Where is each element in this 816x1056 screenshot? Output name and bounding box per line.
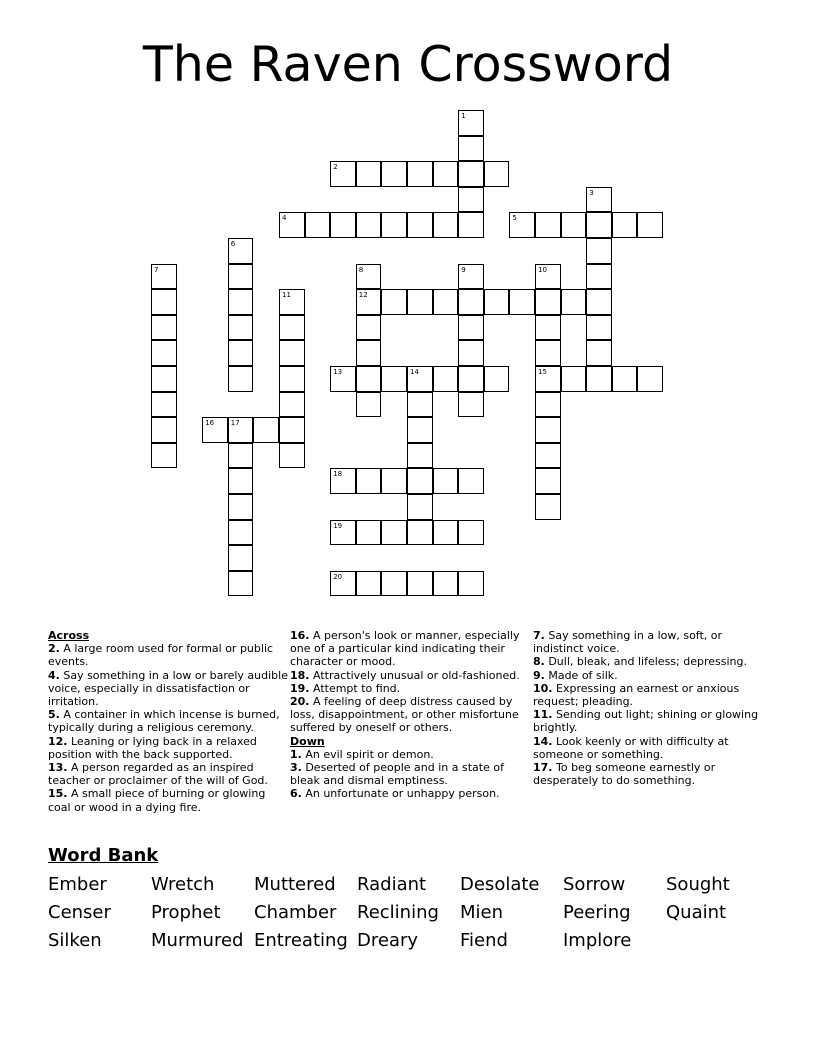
grid-cell[interactable] xyxy=(253,417,279,443)
grid-cell[interactable] xyxy=(279,417,305,443)
grid-cell[interactable] xyxy=(458,110,484,136)
grid-cell[interactable] xyxy=(228,289,254,315)
clue-text: Dull, bleak, and lifeless; depressing. xyxy=(544,655,747,669)
clue-num: 12. xyxy=(48,734,68,748)
grid-cell[interactable] xyxy=(433,571,459,597)
clue xyxy=(48,669,288,709)
clue-num: 6. xyxy=(290,787,302,801)
clue-num: 20. xyxy=(290,695,310,709)
clue xyxy=(48,735,288,761)
word-bank-word: Murmured xyxy=(151,930,244,951)
grid-cell[interactable] xyxy=(305,212,331,238)
clue-number: 5 xyxy=(512,214,517,223)
grid-cell[interactable] xyxy=(228,366,254,392)
clue xyxy=(533,629,773,655)
clue-text: Deserted of people and in a state of bleak and dismal emptiness. xyxy=(290,761,504,788)
grid-cell[interactable] xyxy=(228,340,254,366)
clue-number: 13 xyxy=(333,368,343,376)
grid-cell[interactable] xyxy=(586,340,612,366)
grid-cell[interactable] xyxy=(433,468,459,494)
clue xyxy=(290,761,530,787)
word-bank-word: Sorrow xyxy=(563,874,626,895)
word-bank-word: Sought xyxy=(666,874,730,895)
grid-cell[interactable] xyxy=(586,187,612,213)
grid-cell[interactable] xyxy=(356,392,382,418)
clue-num: 16. xyxy=(290,629,310,642)
grid-cell[interactable] xyxy=(330,212,356,238)
grid-cell[interactable] xyxy=(586,366,612,392)
word-bank-word: Radiant xyxy=(357,874,427,895)
clue-num: 9. xyxy=(533,668,545,682)
clue-text: Attractively unusual or old-fashioned. xyxy=(309,668,520,682)
grid-cell[interactable] xyxy=(356,289,382,315)
clue-heading: Down xyxy=(290,734,325,748)
grid-cell[interactable] xyxy=(535,340,561,366)
grid-cell[interactable] xyxy=(484,289,510,315)
clue-number: 17 xyxy=(230,419,240,428)
word-bank-word: Entreating xyxy=(254,930,348,951)
grid-cell[interactable] xyxy=(151,366,177,392)
grid-cell[interactable] xyxy=(458,161,484,187)
grid-cell[interactable] xyxy=(228,264,254,290)
grid-cell[interactable] xyxy=(586,238,612,264)
clue-number: 9 xyxy=(461,265,466,274)
grid-cell[interactable] xyxy=(484,366,510,392)
grid-cell[interactable] xyxy=(535,315,561,341)
grid-cell[interactable] xyxy=(535,289,561,315)
grid-cell[interactable] xyxy=(228,571,254,597)
word-bank-word: Wretch xyxy=(151,874,215,895)
grid-cell[interactable] xyxy=(433,161,459,187)
clue-num: 5. xyxy=(48,708,60,722)
word-bank-word: Reclining xyxy=(357,902,439,923)
grid-cell[interactable] xyxy=(407,468,433,494)
grid-cell[interactable] xyxy=(458,520,484,546)
clue xyxy=(48,761,288,787)
grid-cell[interactable] xyxy=(458,392,484,418)
clue-num: 7. xyxy=(533,629,545,642)
clue xyxy=(290,787,530,800)
grid-cell[interactable] xyxy=(279,340,305,366)
clue-number: 19 xyxy=(333,521,343,530)
clue-text: A small piece of burning or glowing coal or wood in a dying fire. xyxy=(48,787,266,814)
grid-cell[interactable] xyxy=(561,366,587,392)
clue xyxy=(290,629,530,669)
clues-column-2 xyxy=(290,629,530,801)
clue xyxy=(533,655,773,668)
grid-cell[interactable] xyxy=(279,366,305,392)
clue-number: 11 xyxy=(282,291,291,300)
grid-cell[interactable] xyxy=(535,366,561,392)
grid-cell[interactable] xyxy=(381,161,407,187)
grid-cell[interactable] xyxy=(458,340,484,366)
clue-number: 16 xyxy=(205,419,215,428)
word-bank-word: Muttered xyxy=(254,874,336,895)
clue-num: 17. xyxy=(533,761,553,775)
word-bank-word: Chamber xyxy=(254,902,337,923)
clue xyxy=(533,669,773,682)
clue-num: 8. xyxy=(533,655,545,669)
clue xyxy=(533,761,773,787)
grid-cell[interactable] xyxy=(407,417,433,443)
grid-cell[interactable] xyxy=(228,443,254,469)
grid-cell[interactable] xyxy=(228,315,254,341)
grid-cell[interactable] xyxy=(381,520,407,546)
grid-cell[interactable] xyxy=(279,212,305,238)
word-bank-title: Word Bank xyxy=(48,845,159,866)
clue-number: 8 xyxy=(358,265,364,274)
grid-cell[interactable] xyxy=(381,289,407,315)
clue xyxy=(48,787,288,813)
grid-cell[interactable] xyxy=(151,417,177,443)
grid-cell[interactable] xyxy=(612,366,638,392)
grid-cell[interactable] xyxy=(279,315,305,341)
clue-number: 10 xyxy=(538,265,547,274)
clue-text: Attempt to find. xyxy=(309,681,401,695)
grid-cell[interactable] xyxy=(535,468,561,494)
clue-text: Expressing an earnest or anxious request; pleading. xyxy=(533,681,740,709)
grid-cell[interactable] xyxy=(228,238,254,264)
clue-text: An evil spirit or demon. xyxy=(301,747,434,761)
clue-number: 4 xyxy=(282,214,287,223)
grid-cell[interactable] xyxy=(151,315,177,341)
clue-text: A person regarded as an inspired teacher or proclaimer of the will of God. xyxy=(48,761,268,788)
grid-cell[interactable] xyxy=(381,571,407,597)
clue-num: 15. xyxy=(48,787,68,801)
grid-cell[interactable] xyxy=(586,212,612,238)
grid-cell[interactable] xyxy=(356,264,382,290)
grid-cell[interactable] xyxy=(151,340,177,366)
grid-cell[interactable] xyxy=(330,161,356,187)
grid-cell[interactable] xyxy=(458,289,484,315)
grid-cell[interactable] xyxy=(433,366,459,392)
clue xyxy=(533,735,773,761)
grid-cell[interactable] xyxy=(509,289,535,315)
grid-cell[interactable] xyxy=(279,392,305,418)
word-bank-word: Silken xyxy=(48,930,102,951)
grid-cell[interactable] xyxy=(586,315,612,341)
clue-text: An unfortunate or unhappy person. xyxy=(301,787,500,801)
clue xyxy=(533,708,773,734)
clue-text: Say something in a low or barely audible voice, especially in dissatisfaction or irritation. xyxy=(48,668,288,709)
grid-cell[interactable] xyxy=(458,264,484,290)
clue-number: 20 xyxy=(333,572,343,581)
clue-number: 7 xyxy=(154,265,159,274)
clues-column-3 xyxy=(533,629,773,787)
grid-cell[interactable] xyxy=(151,392,177,418)
clue-num: 1. xyxy=(290,747,302,761)
grid-cell[interactable] xyxy=(407,289,433,315)
grid-cell[interactable] xyxy=(381,366,407,392)
grid-cell[interactable] xyxy=(356,212,382,238)
clue-number: 2 xyxy=(333,163,338,172)
grid-cell[interactable] xyxy=(279,443,305,469)
grid-cell[interactable] xyxy=(228,520,254,546)
grid-cell[interactable] xyxy=(330,520,356,546)
grid-cell[interactable] xyxy=(509,212,535,238)
grid-cell[interactable] xyxy=(407,520,433,546)
clue-text: A person's look or manner, especially one of a particular kind indicating their character or mood. xyxy=(290,629,520,669)
word-bank-word: Fiend xyxy=(460,930,508,951)
clue-text: A large room used for formal or public events. xyxy=(48,642,274,669)
clue-text: Say something in a low, soft, or indistinct voice. xyxy=(533,629,723,656)
grid-cell[interactable] xyxy=(407,212,433,238)
clue xyxy=(290,669,530,682)
grid-cell[interactable] xyxy=(612,212,638,238)
grid-cell[interactable] xyxy=(228,417,254,443)
page-title: The Raven Crossword xyxy=(142,36,674,93)
grid-cell[interactable] xyxy=(535,417,561,443)
clue-num: 18. xyxy=(290,668,310,682)
grid-cell[interactable] xyxy=(458,366,484,392)
grid-cell[interactable] xyxy=(356,340,382,366)
clue-num: 14. xyxy=(533,734,553,748)
clue-number: 18 xyxy=(333,470,343,479)
grid-cell[interactable] xyxy=(458,212,484,238)
clues-column-1 xyxy=(48,629,288,814)
grid-cell[interactable] xyxy=(228,494,254,520)
grid-cell[interactable] xyxy=(458,468,484,494)
clue xyxy=(290,695,530,735)
clue xyxy=(290,748,530,761)
clue xyxy=(48,642,288,668)
grid-cell[interactable] xyxy=(330,366,356,392)
grid-cell[interactable] xyxy=(458,571,484,597)
clue-number: 3 xyxy=(589,188,594,197)
clue-text: Leaning or lying back in a relaxed position with the back supported. xyxy=(48,734,257,761)
clue-number: 1 xyxy=(461,112,466,120)
grid-cell[interactable] xyxy=(637,212,663,238)
clue-num: 11. xyxy=(533,708,553,722)
grid-cell[interactable] xyxy=(458,136,484,162)
grid-cell[interactable] xyxy=(458,187,484,213)
grid-cell[interactable] xyxy=(407,392,433,418)
word-bank-word: Desolate xyxy=(460,874,540,895)
grid-cell[interactable] xyxy=(151,443,177,469)
word-bank-word: Quaint xyxy=(666,902,727,923)
grid-cell[interactable] xyxy=(407,443,433,469)
grid-cell[interactable] xyxy=(535,443,561,469)
clue-num: 13. xyxy=(48,761,68,775)
grid-cell[interactable] xyxy=(458,315,484,341)
clue-text: A container in which incense is burned, typically during a religious ceremony. xyxy=(48,708,280,735)
grid-cell[interactable] xyxy=(330,468,356,494)
clue-num: 10. xyxy=(533,681,553,695)
clue-num: 2. xyxy=(48,642,60,656)
clue xyxy=(290,682,530,695)
grid-cell[interactable] xyxy=(356,571,382,597)
word-bank-word: Prophet xyxy=(151,902,221,923)
grid-cell[interactable] xyxy=(586,289,612,315)
word-bank-word: Mien xyxy=(460,902,504,923)
grid-cell[interactable] xyxy=(433,212,459,238)
grid-cell[interactable] xyxy=(535,494,561,520)
grid-cell[interactable] xyxy=(561,289,587,315)
grid-cell[interactable] xyxy=(356,468,382,494)
grid-cell[interactable] xyxy=(433,520,459,546)
word-bank-word: Peering xyxy=(563,902,631,923)
grid-cell[interactable] xyxy=(228,545,254,571)
grid-cell[interactable] xyxy=(202,417,228,443)
grid-cell[interactable] xyxy=(561,212,587,238)
clue-heading: Across xyxy=(48,629,90,642)
grid-cell[interactable] xyxy=(407,571,433,597)
grid-cell[interactable] xyxy=(228,468,254,494)
grid-cell[interactable] xyxy=(637,366,663,392)
clue xyxy=(48,708,288,734)
grid-cell[interactable] xyxy=(151,264,177,290)
grid-cell[interactable] xyxy=(381,212,407,238)
clue-number: 14 xyxy=(410,368,419,376)
grid-cell[interactable] xyxy=(356,520,382,546)
grid-cell[interactable] xyxy=(330,571,356,597)
clue-num: 4. xyxy=(48,668,60,682)
grid-cell[interactable] xyxy=(535,212,561,238)
clue-number: 12 xyxy=(358,291,368,300)
clue xyxy=(533,682,773,708)
grid-cell[interactable] xyxy=(433,289,459,315)
grid-cell[interactable] xyxy=(407,366,433,392)
clue-num: 3. xyxy=(290,761,302,775)
clue-text: To beg someone earnestly or desperately to do something. xyxy=(533,761,716,788)
grid-cell[interactable] xyxy=(586,264,612,290)
grid-cell[interactable] xyxy=(407,494,433,520)
clue-num: 19. xyxy=(290,681,310,695)
clue-number: 15 xyxy=(538,368,547,376)
grid-cell[interactable] xyxy=(407,161,433,187)
grid-cell[interactable] xyxy=(535,392,561,418)
grid-cell[interactable] xyxy=(356,315,382,341)
grid-cell[interactable] xyxy=(535,264,561,290)
word-bank-word: Implore xyxy=(563,930,632,951)
grid-cell[interactable] xyxy=(356,366,382,392)
clue-text: A feeling of deep distress caused by loss, disappointment, or other misfortune suffered by oneself or others. xyxy=(290,695,519,735)
word-bank-word: Dreary xyxy=(357,930,419,951)
word-bank-word: Ember xyxy=(48,874,107,895)
grid-cell[interactable] xyxy=(381,468,407,494)
clue-text: Look keenly or with difficulty at someone or something. xyxy=(533,734,729,761)
clue-text: Made of silk. xyxy=(544,668,618,682)
grid-cell[interactable] xyxy=(484,161,510,187)
clue-text: Sending out light; shining or glowing brightly. xyxy=(533,708,759,735)
grid-cell[interactable] xyxy=(151,289,177,315)
grid-cell[interactable] xyxy=(279,289,305,315)
clue-number: 6 xyxy=(230,240,236,248)
word-bank-word: Censer xyxy=(48,902,111,923)
grid-cell[interactable] xyxy=(356,161,382,187)
